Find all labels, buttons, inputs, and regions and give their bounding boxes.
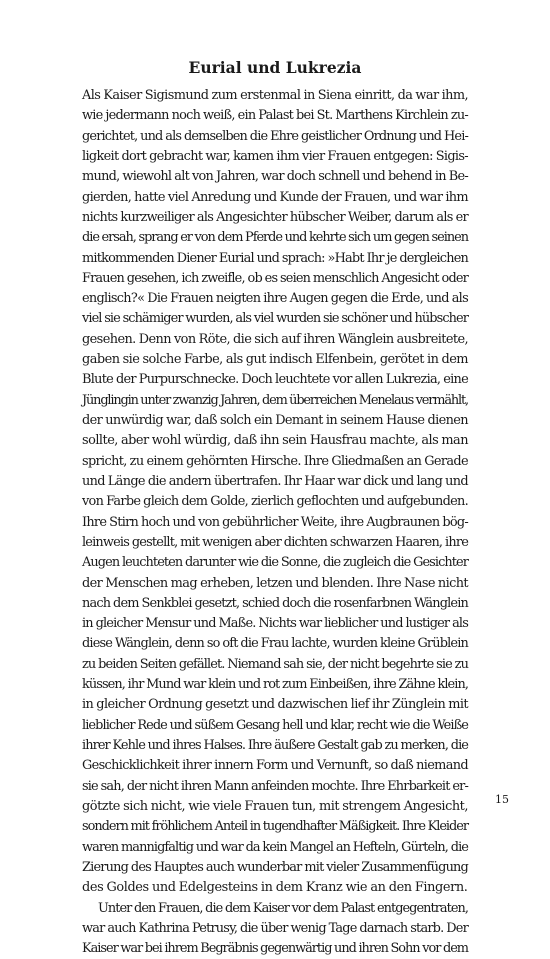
text-line: Jünglingin unter zwanzig Jahren, dem überreichen Menelaus vermählt, xyxy=(82,392,468,408)
text-line: in gleicher Ordnung gesetzt und dazwischen lief ihr Zünglein mit xyxy=(82,697,468,713)
page-number: 15 xyxy=(495,793,509,806)
text-line: Zierung des Hauptes auch wunderbar mit vieler Zusammenfügung xyxy=(82,859,468,875)
text-line: gesehen. Denn von Röte, die sich auf ihren Wänglein ausbreitete, xyxy=(82,331,468,347)
text-line: der Menschen mag erheben, letzen und blenden. Ihre Nase nicht xyxy=(82,575,468,591)
text-line: war auch Kathrina Petrusy, die über wenig Tage darnach starb. Der xyxy=(82,920,468,936)
text-line: nach dem Senkblei gesetzt, schied doch die rosenfarbnen Wänglein xyxy=(82,595,468,611)
text-line: der unwürdig war, daß solch ein Demant in seinem Hause dienen xyxy=(82,413,468,428)
text-line: mund, wiewohl alt von Jahren, war doch schnell und behend in Be- xyxy=(82,169,468,185)
text-line: Blute der Purpurschnecke. Doch leuchtete vor allen Lukrezia, eine xyxy=(82,372,468,388)
text-line: von Farbe gleich dem Golde, zierlich geflochten und aufgebunden. xyxy=(82,494,468,510)
text-line: und Länge die andern übertrafen. Ihr Haar war dick und lang und xyxy=(82,473,468,489)
text-line: wie jedermann noch weiß, ein Palast bei St. Marthens Kirchlein zu- xyxy=(82,108,468,124)
page-content xyxy=(82,58,468,959)
text-line: gierden, hatte viel Anredung und Kunde der Frauen, und war ihm xyxy=(82,189,468,205)
text-line: spricht, zu einem gehörnten Hirsche. Ihre Gliedmaßen an Gerade xyxy=(82,453,468,469)
text-line: in gleicher Mensur und Maße. Nichts war lieblicher und lustiger als xyxy=(82,616,468,632)
text-line: Ihre Stirn hoch und von gebührlicher Weite, ihre Augbraunen bög- xyxy=(82,514,468,530)
text-line: gaben sie solche Farbe, als gut indisch Elfenbein, gerötet in dem xyxy=(82,352,468,368)
text-line: Augen leuchteten darunter wie die Sonne, die zugleich die Gesichter xyxy=(82,555,468,571)
text-line: sollte, aber wohl würdig, daß ihn sein Hausfrau machte, als man xyxy=(82,433,468,449)
paragraph-start-line: Unter den Frauen, die dem Kaiser vor dem Palast entgegentraten, xyxy=(98,900,468,916)
text-line: leinweis gestellt, mit wenigen aber dichten schwarzen Haaren, ihre xyxy=(82,534,468,550)
paragraph-end-line: des Goldes und Edelgesteins in dem Kranz wie an den Fingern. xyxy=(82,880,468,896)
text-line: sie sah, der nicht ihren Mann anfeinden mochte. Ihre Ehrbarkeit er- xyxy=(82,778,468,794)
body-text xyxy=(82,86,468,959)
text-line: Kaiser war bei ihrem Begräbnis gegenwärtig und ihren Sohn vor dem xyxy=(82,941,468,957)
text-line: gerichtet, und als demselben die Ehre geistlicher Ordnung und Hei- xyxy=(82,128,468,144)
text-line: die ersah, sprang er von dem Pferde und kehrte sich um gegen seinen xyxy=(82,230,468,246)
text-line: ligkeit dort gebracht war, kamen ihm vier Frauen entgegen: Sigis- xyxy=(82,148,468,164)
text-line: Als Kaiser Sigismund zum erstenmal in Siena einritt, da war ihm, xyxy=(82,88,468,103)
text-line: lieblicher Rede und süßem Gesang hell und klar, recht wie die Weiße xyxy=(82,717,468,733)
text-line: englisch?« Die Frauen neigten ihre Augen gegen die Erde, und als xyxy=(82,291,468,307)
text-line: nichts kurzweiliger als Angesichter hübscher Weiber, darum als er xyxy=(82,209,468,225)
text-line: götzte sich nicht, wie viele Frauen tun, mit strengem Angesicht, xyxy=(82,798,468,814)
text-line: diese Wänglein, denn so oft die Frau lachte, wurden kleine Grüblein xyxy=(82,636,468,652)
text-line: Frauen gesehen, ich zweifle, ob es seien menschlich Angesicht oder xyxy=(82,270,468,286)
text-line: Geschicklichkeit ihrer innern Form und Vernunft, so daß niemand xyxy=(82,758,468,774)
text-line: sondern mit fröhlichem Anteil in tugendhafter Mäßigkeit. Ihre Kleider xyxy=(82,819,468,835)
text-line: mitkommenden Diener Eurial und sprach: »Habt Ihr je dergleichen xyxy=(82,250,468,266)
text-line: viel sie schämiger wurden, als viel wurden sie schöner und hübscher xyxy=(82,311,468,327)
text-line: küssen, ihr Mund war klein und rot zum Einbeißen, ihre Zähne klein, xyxy=(82,677,468,693)
chapter-title: Eurial und Lukrezia xyxy=(188,58,362,77)
text-line: zu beiden Seiten gefället. Niemand sah sie, der nicht begehrte sie zu xyxy=(82,656,468,672)
text-line: ihrer Kehle und ihres Halses. Ihre äußere Gestalt gab zu merken, die xyxy=(82,738,468,753)
text-line: waren mannigfaltig und war da kein Mangel an Hefteln, Gürteln, die xyxy=(82,839,468,855)
